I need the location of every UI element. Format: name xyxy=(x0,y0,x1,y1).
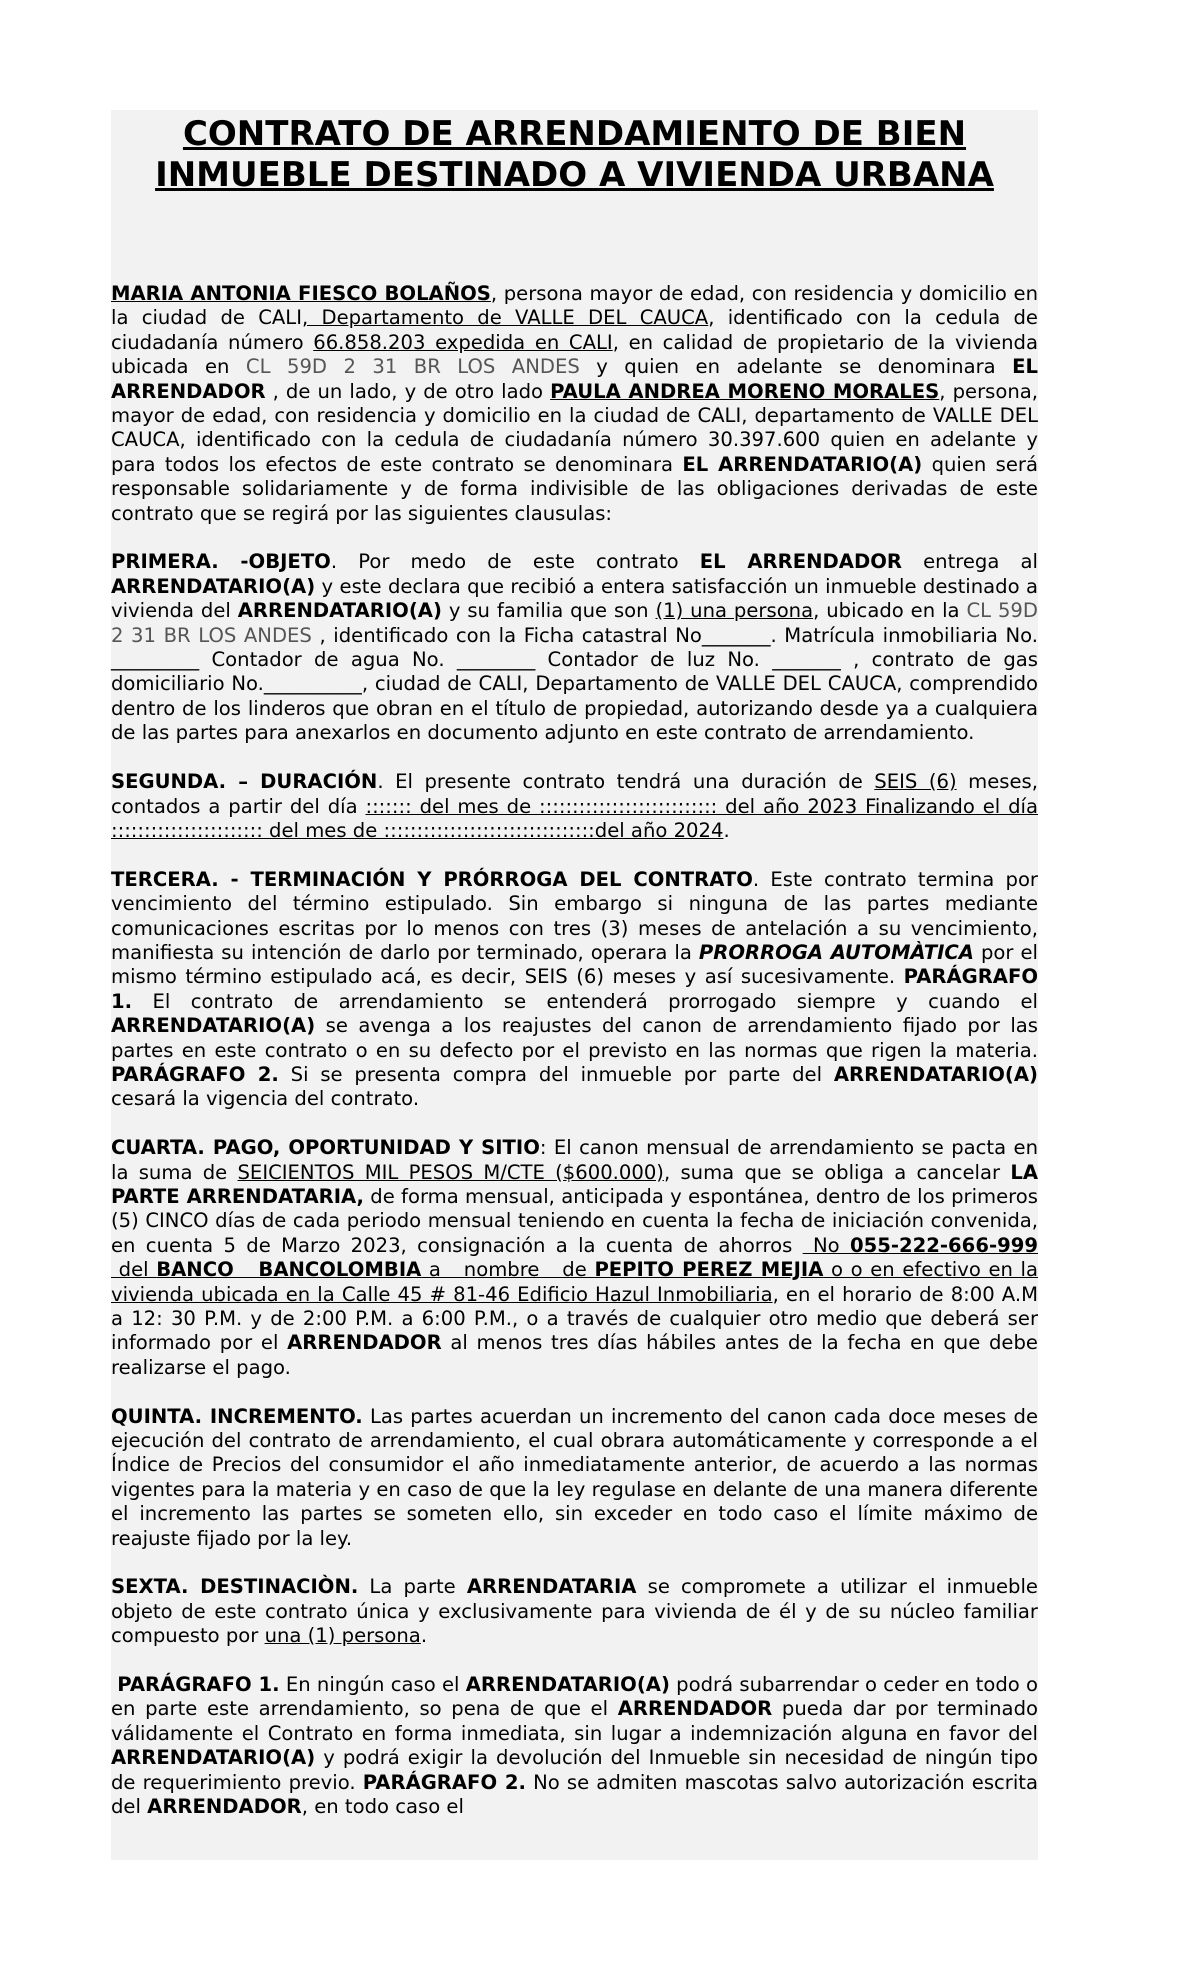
intro-text: , identificado con la cedula de ciudadanía número xyxy=(111,306,1038,354)
clause-text: . xyxy=(420,1624,428,1648)
clause-text: , en el horario de 8:00 A.M a 12: 30 P.M. y de 2:00 P.M. a 6:00 P.M., o a través de cualquier otro medio que deberá ser informado por el xyxy=(111,1282,1038,1355)
clause-text: meses, contados a partir del día xyxy=(111,770,1038,818)
property-address: CL 59D 2 31 BR LOS ANDES xyxy=(111,599,1038,647)
clause-text: , suma que se obliga a cancelar xyxy=(663,1160,1011,1184)
prorroga-label: PRORROGA AUTOMÀTICA xyxy=(698,940,974,964)
party-label: ARRENDATARIO(A) xyxy=(111,1746,316,1770)
clause-text: El contrato de arrendamiento se entenderá prorrogado siempre y cuando el xyxy=(132,989,1038,1013)
clause-text: . xyxy=(723,818,730,842)
party-label: ARRENDATARIO(A) xyxy=(465,1673,670,1697)
clause-quinta xyxy=(111,1405,1038,1551)
arrendatario-name: PAULA ANDREA MORENO MORALES xyxy=(550,379,940,403)
clause-text: de forma mensual, anticipada y espontánea, dentro de los primeros (5) CINCO días de cada periodo mensual teniendo en cuenta la fecha de iniciación convenida, en cuenta 5 de Marzo 2023, consignación a la cuenta de ahorros xyxy=(111,1184,1039,1257)
party-label: EL ARRENDADOR xyxy=(699,550,902,574)
party-label: ARRENDATARIO(A) xyxy=(833,1062,1038,1086)
date-range-text: ::::::: del mes de ::::::::::::::::::::::::::: del año 2023 Finalizando el día ::::::::::::::::::::::: del mes de ::::::::::::::::::::::::::::::::del año 2024 xyxy=(111,794,1038,842)
clause-text: al menos tres días hábiles antes de la fecha en que debe realizarse el pago. xyxy=(111,1331,1038,1379)
clause-text: . El presente contrato tendrá una duración de xyxy=(377,770,875,794)
intro-paragraph xyxy=(111,282,1038,526)
clause-segunda xyxy=(111,770,1038,843)
account-number: 055-222-666-999 xyxy=(849,1233,1038,1257)
intro-text: , persona mayor de edad, con residencia y domicilio en la ciudad de CALI xyxy=(111,282,1038,330)
clause-text: En ningún caso el xyxy=(279,1673,466,1697)
rent-amount: SEICIENTOS MIL PESOS M/CTE ($600.000) xyxy=(237,1160,664,1184)
party-label: ARRENDADOR xyxy=(147,1795,302,1819)
duration-text: SEIS (6) xyxy=(874,770,957,794)
document-page xyxy=(111,110,1038,1860)
clause-text: , identificado con la Ficha catastral No_______. Matrícula inmobiliaria No. _________ Contador de agua No. ________ Contador de luz No. _______ , contrato de gas domiciliario No.__________, ciudad de CALI, Departamento de VALLE DEL CAUCA, comprendido dentro de los linderos que obran en el título de propiedad, autorizando desde ya a cualquiera de las partes para anexarlos en documento adjunto en este contrato de arrendamiento. xyxy=(111,623,1038,745)
clause-text: se avenga a los reajustes del canon de arrendamiento fijado por las partes en este contrato o en su defecto por el previsto en las normas que rigen la materia. xyxy=(111,1014,1038,1062)
intro-text: , persona, mayor de edad, con residencia y domicilio en la ciudad de CALI, departamento de VALLE DEL CAUCA, identificado con la cedula de ciudadanía número 30.397.600 quien en adelante y para todos los efectos de este contrato se denominara xyxy=(111,379,1038,476)
clause-heading: TERCERA. - TERMINACIÓN Y PRÓRROGA DEL CONTRATO xyxy=(111,867,753,891)
clause-text: No se admiten mascotas salvo autorización escrita del xyxy=(111,1770,1038,1819)
clause-text: se compromete a utilizar el inmueble objeto de este contrato única y exclusivamente para vivienda de él y de su núcleo familiar compuesto por xyxy=(111,1575,1038,1648)
persons-count: (1) una persona xyxy=(655,599,814,623)
clause-tercera xyxy=(111,868,1038,1112)
clause-heading: SEXTA. DESTINACIÒN. xyxy=(111,1575,359,1599)
account-text: a nombre de xyxy=(421,1258,595,1282)
payment-place: o o en efectivo en la vivienda ubicada en la Calle 45 # 81-46 Edificio Hazul Inmobiliaria xyxy=(111,1258,1038,1306)
clause-text: Si se presenta compra del inmueble por parte del xyxy=(278,1062,834,1086)
property-address: CL 59D 2 31 BR LOS ANDES xyxy=(245,355,580,379)
clause-primera xyxy=(111,550,1038,745)
clause-heading: QUINTA. INCREMENTO. xyxy=(111,1404,363,1428)
party-label: EL ARRENDATARIO(A) xyxy=(682,452,923,476)
clause-heading: PRIMERA. -OBJETO xyxy=(111,550,331,574)
party-label: EL ARRENDADOR xyxy=(111,355,1038,403)
party-label: ARRENDATARIO(A) xyxy=(111,574,316,598)
clause-text: : El canon mensual de arrendamiento se pacta en la suma de xyxy=(111,1136,1039,1184)
intro-text: , de un lado, y de otro lado xyxy=(265,379,551,403)
account-text: No xyxy=(802,1233,850,1257)
party-label: ARRENDADOR xyxy=(617,1697,773,1721)
clause-cuarta xyxy=(111,1136,1038,1380)
cedula-text: 66.858.203 expedida en CALI xyxy=(313,330,613,354)
clause-heading: SEGUNDA. – DURACIÓN xyxy=(111,770,378,794)
paragrafo-block xyxy=(111,1673,1038,1819)
intro-text: , en calidad de propietario de la vivienda ubicada en xyxy=(111,330,1038,379)
clause-text: entrega al xyxy=(901,550,1038,574)
party-label: ARRENDATARIO(A) xyxy=(237,599,442,623)
department-text: , Departamento de VALLE DEL CAUCA xyxy=(302,306,709,330)
clause-text: , ubicado en la xyxy=(813,599,967,623)
clause-text: , en todo caso el xyxy=(301,1795,464,1819)
title-line-1: CONTRATO DE ARRENDAMIENTO DE BIEN xyxy=(182,114,967,154)
bank-name: BANCO BANCOLOMBIA xyxy=(156,1258,422,1282)
clause-text: La parte xyxy=(358,1575,467,1599)
clause-text: y su familia que son xyxy=(441,599,656,623)
intro-text: quien será responsable solidariamente y de forma indivisible de las obligaciones derivadas de este contrato que se regirá por las siguientes clausulas: xyxy=(111,452,1038,525)
clause-text: . Por medo de este contrato xyxy=(330,550,700,574)
clause-text: podrá subarrendar o ceder en todo o en parte este arrendamiento, so pena de que el xyxy=(111,1673,1039,1721)
party-label: LA PARTE ARRENDATARIA, xyxy=(111,1160,1038,1208)
title-line-2: INMUEBLE DESTINADO A VIVIENDA URBANA xyxy=(155,155,994,195)
arrendador-name: MARIA ANTONIA FIESCO BOLAÑOS xyxy=(111,282,491,305)
persons-count: una (1) persona xyxy=(264,1624,421,1648)
clause-text: . Este contrato termina por vencimiento del término estipulado. Sin embargo si ninguna de las partes mediante comunicaciones escritas por lo menos con tres (3) meses de antelación a su vencimiento, manifiesta su intención de darlo por terminado, operara la xyxy=(111,867,1038,964)
paragraph-label: PARÁGRAFO 2. xyxy=(362,1770,526,1794)
clause-sexta xyxy=(111,1575,1038,1648)
clause-text: y este declara que recibió a entera satisfacción un inmueble destinado a vivienda del xyxy=(111,574,1038,623)
paragraph-label: PARÁGRAFO 2. xyxy=(111,1062,279,1086)
account-text: del xyxy=(111,1258,157,1282)
clause-text: Las partes acuerdan un incremento del canon cada doce meses de ejecución del contrato de arrendamiento, el cual obrara automáticamente y corresponde a el Índice de Precios del consumidor el año inmediatamente anterior, de acuerdo a las normas vigentes para la materia y en caso de que la ley regulase en delante de una manera diferente el incremento las partes se someten ello, sin exceder en todo caso el límite máximo de reajuste fijado por la ley. xyxy=(111,1404,1038,1550)
intro-text: y quien en adelante se denominara xyxy=(579,355,1013,379)
clause-heading: CUARTA. PAGO, OPORTUNIDAD Y SITIO xyxy=(111,1136,540,1160)
clause-text: por el mismo término estipulado acá, es decir, SEIS (6) meses y así sucesivamente. xyxy=(111,940,1038,989)
account-holder: PEPITO PEREZ MEJIA xyxy=(594,1258,824,1282)
clause-text: cesará la vigencia del contrato. xyxy=(111,1087,420,1111)
paragraph-label: PARÁGRAFO 1. xyxy=(117,1673,280,1697)
party-label: ARRENDATARIA xyxy=(466,1575,637,1599)
contract-title xyxy=(111,114,1038,196)
clause-text: y podrá exigir la devolución del Inmueble sin necesidad de ningún tipo de requerimiento previo. xyxy=(111,1746,1038,1794)
clause-text: pueda dar por terminado válidamente el Contrato en forma inmediata, sin lugar a indemnización alguna en favor del xyxy=(111,1697,1038,1745)
party-label: ARRENDADOR xyxy=(287,1331,442,1355)
party-label: ARRENDATARIO(A) xyxy=(111,1014,316,1038)
paragraph-label: PARÁGRAFO 1. xyxy=(111,965,1038,1013)
